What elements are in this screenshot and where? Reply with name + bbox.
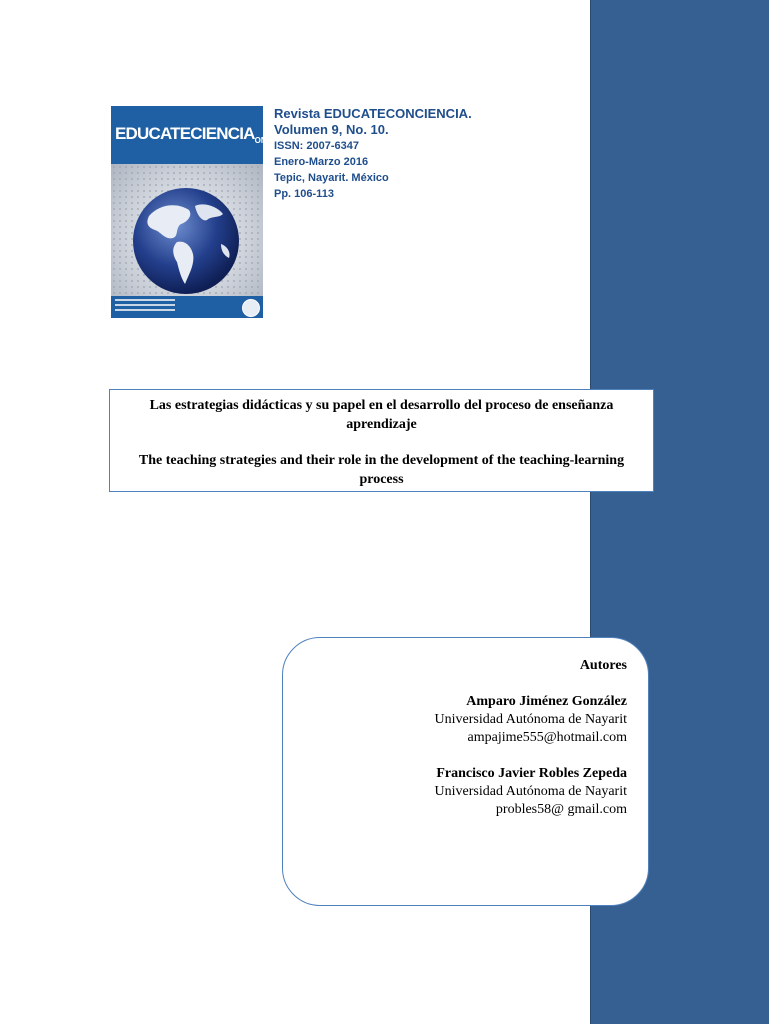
author-email: ampajime555@hotmail.com xyxy=(467,730,627,745)
journal-name: Revista EDUCATECONCIENCIA. xyxy=(274,106,472,121)
article-title-box xyxy=(109,389,654,492)
authors-heading: Autores xyxy=(579,658,627,673)
cover-body xyxy=(111,164,263,296)
globe-icon xyxy=(131,186,241,296)
title-spanish: Las estrategias didácticas y su papel en el desarrollo del proceso de enseñanza aprendizaje xyxy=(149,398,614,432)
journal-cover-image xyxy=(111,106,267,318)
journal-pages: Pp. 106-113 xyxy=(274,188,334,200)
journal-volume: Volumen 9, No. 10. xyxy=(274,122,389,137)
cover-header xyxy=(111,106,267,164)
title-english: The teaching strategies and their role in the development of the teaching-learning process xyxy=(138,453,625,487)
journal-info xyxy=(274,106,472,202)
cover-logo-text: EDUCATECIENCIA xyxy=(115,124,255,143)
author-email: probles58@ gmail.com xyxy=(495,802,627,817)
journal-issn: ISSN: 2007-6347 xyxy=(274,140,359,152)
authors-list xyxy=(435,657,627,819)
journal-place: Tepic, Nayarit. México xyxy=(274,172,389,184)
authors-box xyxy=(282,637,649,906)
cover-footer-text xyxy=(115,299,175,314)
cover-footer xyxy=(111,296,263,318)
author-name: Francisco Javier Robles Zepeda xyxy=(436,766,627,781)
journal-period: Enero-Marzo 2016 xyxy=(274,156,369,168)
cover-logo xyxy=(115,124,267,144)
university-seal-icon xyxy=(242,299,260,317)
author-name: Amparo Jiménez González xyxy=(466,694,627,709)
cover-logo-sub: ON xyxy=(254,136,267,145)
author-affiliation: Universidad Autónoma de Nayarit xyxy=(434,784,627,799)
author-affiliation: Universidad Autónoma de Nayarit xyxy=(434,712,627,727)
